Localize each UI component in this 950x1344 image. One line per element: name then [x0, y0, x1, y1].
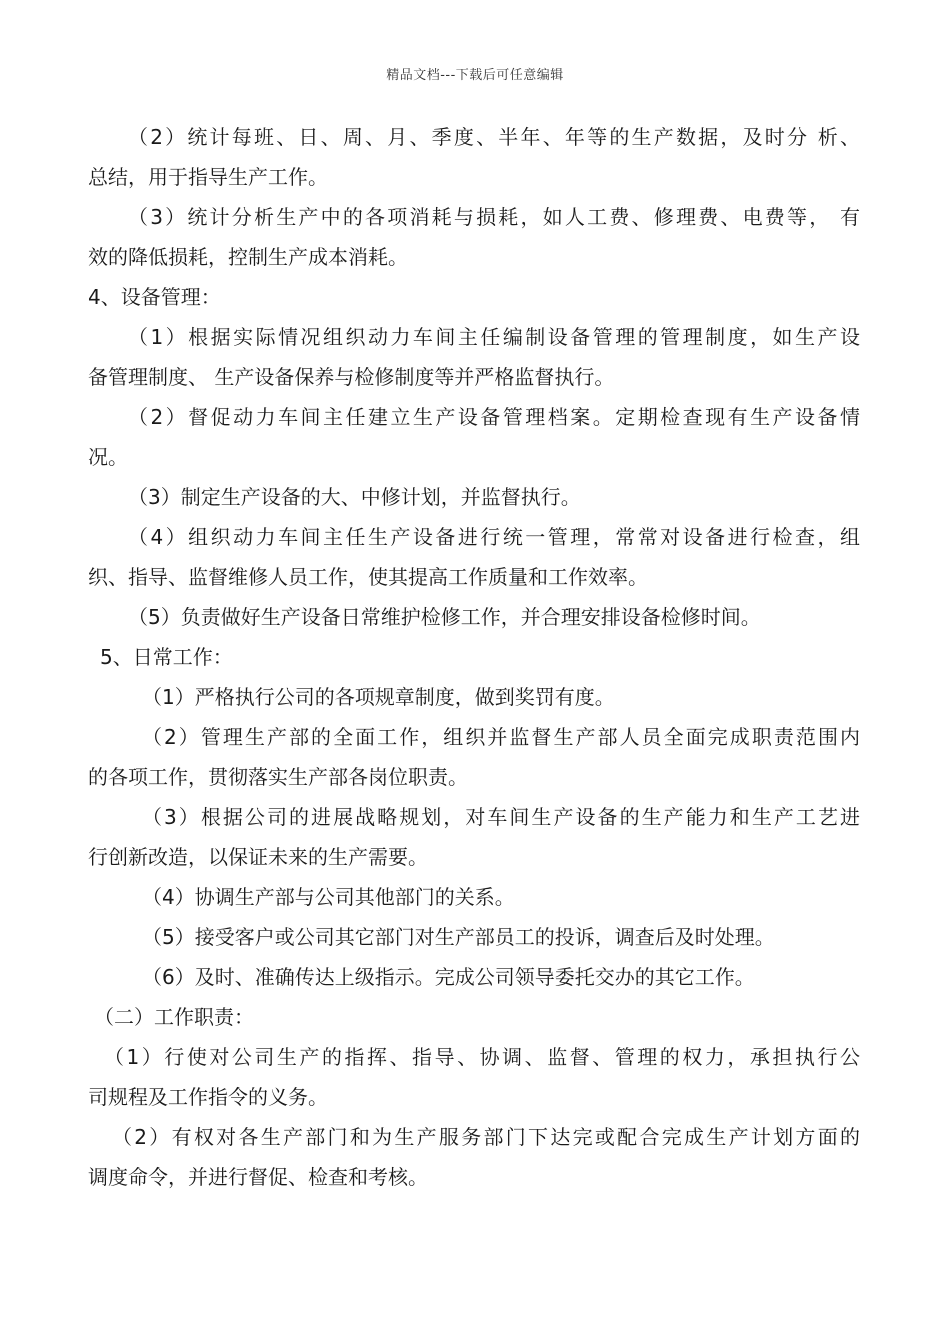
paragraph-line: （2）管理生产部的全面工作，组织并监督生产部人员全面完成职责范围内 [142, 725, 860, 749]
paragraph-line: 5、日常工作： [100, 645, 233, 669]
paragraph-line: （二）工作职责： [94, 1005, 254, 1029]
paragraph-line: 调度命令，并进行督促、检查和考核。 [88, 1165, 428, 1189]
paragraph-line: 4、设备管理： [88, 285, 221, 309]
paragraph-line: （1）行使对公司生产的指挥、指导、协调、监督、管理的权力，承担执行公 [104, 1045, 860, 1069]
paragraph-line: （1）根据实际情况组织动力车间主任编制设备管理的管理制度，如生产设 [128, 325, 860, 349]
paragraph-line: （6）及时、准确传达上级指示。完成公司领导委托交办的其它工作。 [142, 965, 755, 989]
paragraph-line: （3）统计分析生产中的各项消耗与损耗，如人工费、修理费、电费等， 有 [128, 205, 860, 229]
document-body [88, 117, 860, 1197]
paragraph-line: 况。 [88, 445, 128, 469]
paragraph-line: （3）根据公司的进展战略规划，对车间生产设备的生产能力和生产工艺进 [142, 805, 860, 829]
paragraph-line: （2）督促动力车间主任建立生产设备管理档案。定期检查现有生产设备情 [128, 405, 860, 429]
paragraph-line: （5）接受客户或公司其它部门对生产部员工的投诉，调查后及时处理。 [142, 925, 775, 949]
paragraph-line: （4）协调生产部与公司其他部门的关系。 [142, 885, 515, 909]
paragraph-line: （2）统计每班、日、周、月、季度、半年、年等的生产数据，及时分 析、 [128, 125, 860, 149]
paragraph-line: 备管理制度、 生产设备保养与检修制度等并严格监督执行。 [88, 365, 615, 389]
paragraph-line: 总结，用于指导生产工作。 [88, 165, 328, 189]
paragraph-line: 司规程及工作指令的义务。 [88, 1085, 328, 1109]
paragraph-line: 织、指导、监督维修人员工作，使其提高工作质量和工作效率。 [88, 565, 648, 589]
paragraph-line: （4）组织动力车间主任生产设备进行统一管理，常常对设备进行检查，组 [128, 525, 860, 549]
paragraph-line: （3）制定生产设备的大、中修计划，并监督执行。 [128, 485, 581, 509]
paragraph-line: 效的降低损耗，控制生产成本消耗。 [88, 245, 408, 269]
paragraph-line: （1）严格执行公司的各项规章制度，做到奖罚有度。 [142, 685, 615, 709]
paragraph-line: 行创新改造，以保证未来的生产需要。 [88, 845, 428, 869]
paragraph-line: 的各项工作，贯彻落实生产部各岗位职责。 [88, 765, 468, 789]
paragraph-line: （2）有权对各生产部门和为生产服务部门下达完或配合完成生产计划方面的 [112, 1125, 860, 1149]
page-header: 精品文档---下载后可任意编辑 [386, 68, 564, 83]
paragraph-line: （5）负责做好生产设备日常维护检修工作，并合理安排设备检修时间。 [128, 605, 761, 629]
